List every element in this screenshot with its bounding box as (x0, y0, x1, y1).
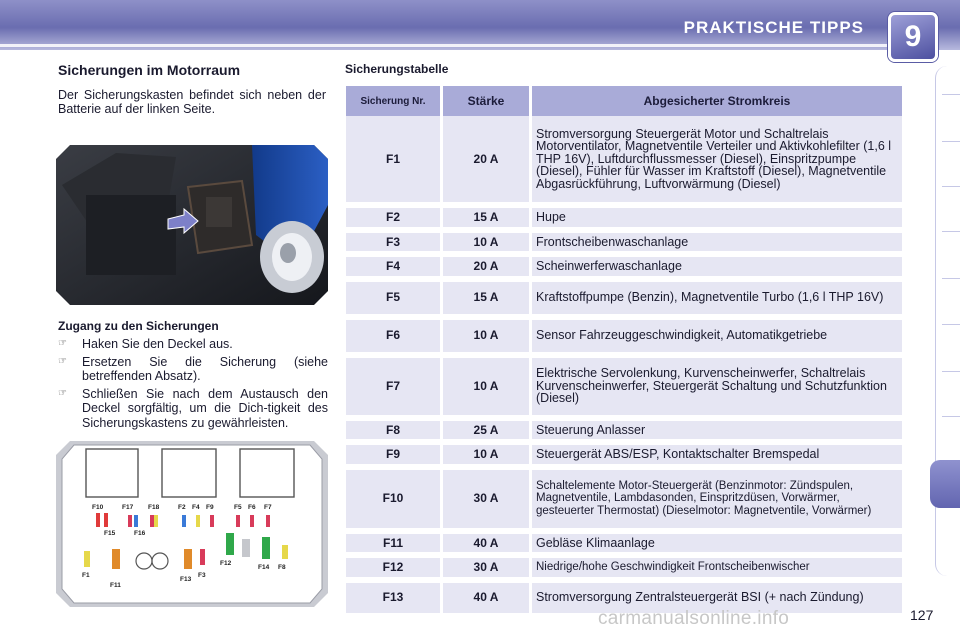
step-text: Haken Sie den Deckel aus. (82, 337, 233, 351)
rail-tick (942, 231, 960, 232)
fuse-label: F2 (178, 504, 186, 511)
fuse-number: F1 (346, 116, 440, 208)
section-title: PRAKTISCHE TIPPS (683, 18, 864, 37)
fuse-circuit: Steuergerät ABS/ESP, Kontaktschalter Bremspedal (532, 445, 902, 470)
fuse-rating: 20 A (443, 116, 529, 208)
hand-pointer-icon: ☞ (58, 355, 67, 367)
fuse-number: F13 (346, 583, 440, 619)
fuse-number: F3 (346, 233, 440, 258)
fuse-number: F6 (346, 320, 440, 358)
fuse-number: F9 (346, 445, 440, 470)
table-row (346, 257, 902, 282)
fuse-rating: 25 A (443, 421, 529, 446)
fuse-circuit: Hupe (532, 208, 902, 233)
fuse-circuit: Niedrige/hohe Geschwindigkeit Frontscheibenwischer (532, 558, 902, 583)
hand-pointer-icon: ☞ (58, 387, 67, 399)
table-row (346, 445, 902, 470)
fuse-circuit: Elektrische Servolenkung, Kurvenscheinwerfer, Schaltrelais Kurvenscheinwerfer, Steuergerät Schaltung und Schutzfunktion (Diesel) (532, 358, 902, 421)
fuse-circuit: Frontscheibenwaschanlage (532, 233, 902, 258)
fuse-rating: 10 A (443, 233, 529, 258)
fuse-label: F9 (206, 504, 214, 511)
table-row (346, 558, 902, 583)
rail-tick (942, 416, 960, 417)
fuse-rating: 40 A (443, 534, 529, 559)
column-header-fuse-no: Sicherung Nr. (346, 86, 440, 116)
fuse-label: F8 (278, 564, 286, 571)
table-heading: Sicherungstabelle (345, 62, 449, 76)
fuse-label: F13 (180, 576, 192, 583)
engine-bay-photo (56, 145, 328, 305)
fuse-rating: 30 A (443, 470, 529, 534)
table-header-row (346, 86, 902, 116)
fuse-number: F10 (346, 470, 440, 534)
fuse-label: F15 (104, 530, 116, 537)
step-text: Schließen Sie nach dem Austausch den Deckel sorgfältig, um die Dich-tigkeit des Sicherungskastens zu gewährleisten. (82, 386, 328, 430)
rail-tick (942, 186, 960, 187)
fuse-label: F14 (258, 564, 270, 571)
rail-tick (942, 94, 960, 95)
fuse-rating: 10 A (443, 445, 529, 470)
fuse-rating: 15 A (443, 282, 529, 320)
step-text: Ersetzen Sie die Sicherung (siehe betreffenden Absatz). (82, 354, 328, 383)
fuse-label: F3 (198, 572, 206, 579)
rail-tick (942, 324, 960, 325)
fuse-label: F12 (220, 560, 232, 567)
fuse-number: F11 (346, 534, 440, 559)
fuse-rating: 10 A (443, 358, 529, 421)
access-heading: Zugang zu den Sicherungen (58, 319, 219, 333)
fuse-label: F18 (148, 504, 160, 511)
fuse-number: F8 (346, 421, 440, 446)
intro-paragraph: Der Sicherungskasten befindet sich neben der Batterie auf der linken Seite. (58, 88, 326, 116)
fuse-label: F6 (248, 504, 256, 511)
table-row (346, 208, 902, 233)
header-rule (0, 44, 900, 47)
table-row (346, 358, 902, 421)
fuse-box-diagram (56, 441, 328, 607)
steps-list (58, 337, 328, 433)
chapter-tab-active[interactable] (930, 460, 960, 508)
fuse-circuit: Stromversorgung Zentralsteuergerät BSI (+ nach Zündung) (532, 583, 902, 619)
table-row (346, 282, 902, 320)
fuse-rating: 20 A (443, 257, 529, 282)
fuse-label: F17 (122, 504, 134, 511)
page-number: 127 (910, 607, 934, 623)
fuse-circuit: Steuerung Anlasser (532, 421, 902, 446)
list-item (58, 355, 328, 384)
table-row (346, 421, 902, 446)
fuse-label: F16 (134, 530, 146, 537)
fuse-circuit: Gebläse Klimaanlage (532, 534, 902, 559)
fuse-rating: 40 A (443, 583, 529, 619)
fuse-circuit: Sensor Fahrzeuggeschwindigkeit, Automatikgetriebe (532, 320, 902, 358)
chapter-badge: 9 (888, 12, 938, 62)
fuse-label: F1 (82, 572, 90, 579)
fuse-number: F4 (346, 257, 440, 282)
table-row (346, 116, 902, 208)
fuse-label: F7 (264, 504, 272, 511)
fuse-number: F7 (346, 358, 440, 421)
rail-tick (942, 371, 960, 372)
rail-tick (942, 141, 960, 142)
hand-pointer-icon: ☞ (58, 338, 67, 349)
table-row (346, 320, 902, 358)
watermark: carmanualsonline.info (598, 608, 790, 629)
fuse-label: F11 (110, 582, 121, 589)
section-heading: Sicherungen im Motorraum (58, 62, 241, 78)
fuse-rating: 15 A (443, 208, 529, 233)
table-row (346, 233, 902, 258)
fuse-circuit: Schaltelemente Motor-Steuergerät (Benzinmotor: Zündspulen, Magnetventile, Lambdasonden, Einspritzdüsen, Vorwärmer, gesteuerter Thermostat) (Dieselmotor: Magnetventile, Vorwärmer) (532, 470, 902, 534)
fuse-rating: 10 A (443, 320, 529, 358)
fuse-number: F2 (346, 208, 440, 233)
fuse-label: F4 (192, 504, 200, 511)
fuse-circuit: Kraftstoffpumpe (Benzin), Magnetventile Turbo (1,6 l THP 16V) (532, 282, 902, 320)
rail-tick (942, 278, 960, 279)
table-row (346, 470, 902, 534)
fuse-number: F5 (346, 282, 440, 320)
fuse-label: F5 (234, 504, 242, 511)
fuse-label: F10 (92, 504, 104, 511)
column-header-circuit: Abgesicherter Stromkreis (532, 86, 902, 116)
fuse-table (343, 86, 905, 619)
list-item (58, 387, 328, 431)
column-header-rating: Stärke (443, 86, 529, 116)
table-row (346, 534, 902, 559)
fuse-number: F12 (346, 558, 440, 583)
fuse-circuit: Scheinwerferwaschanlage (532, 257, 902, 282)
fuse-rating: 30 A (443, 558, 529, 583)
list-item (58, 337, 328, 352)
fuse-circuit: Stromversorgung Steuergerät Motor und Schaltrelais Motorventilator, Magnetventile Verteiler und Aktivkohlefilter (1,6 l THP 16V), Luftdurchflussmesser (Diesel), Einspritzpumpe (Diesel), Fühler für Wasser im Kraftstoff (Diesel), Magnetventile Abgasrückführung, Luftvorwärmung (Diesel) (532, 116, 902, 208)
